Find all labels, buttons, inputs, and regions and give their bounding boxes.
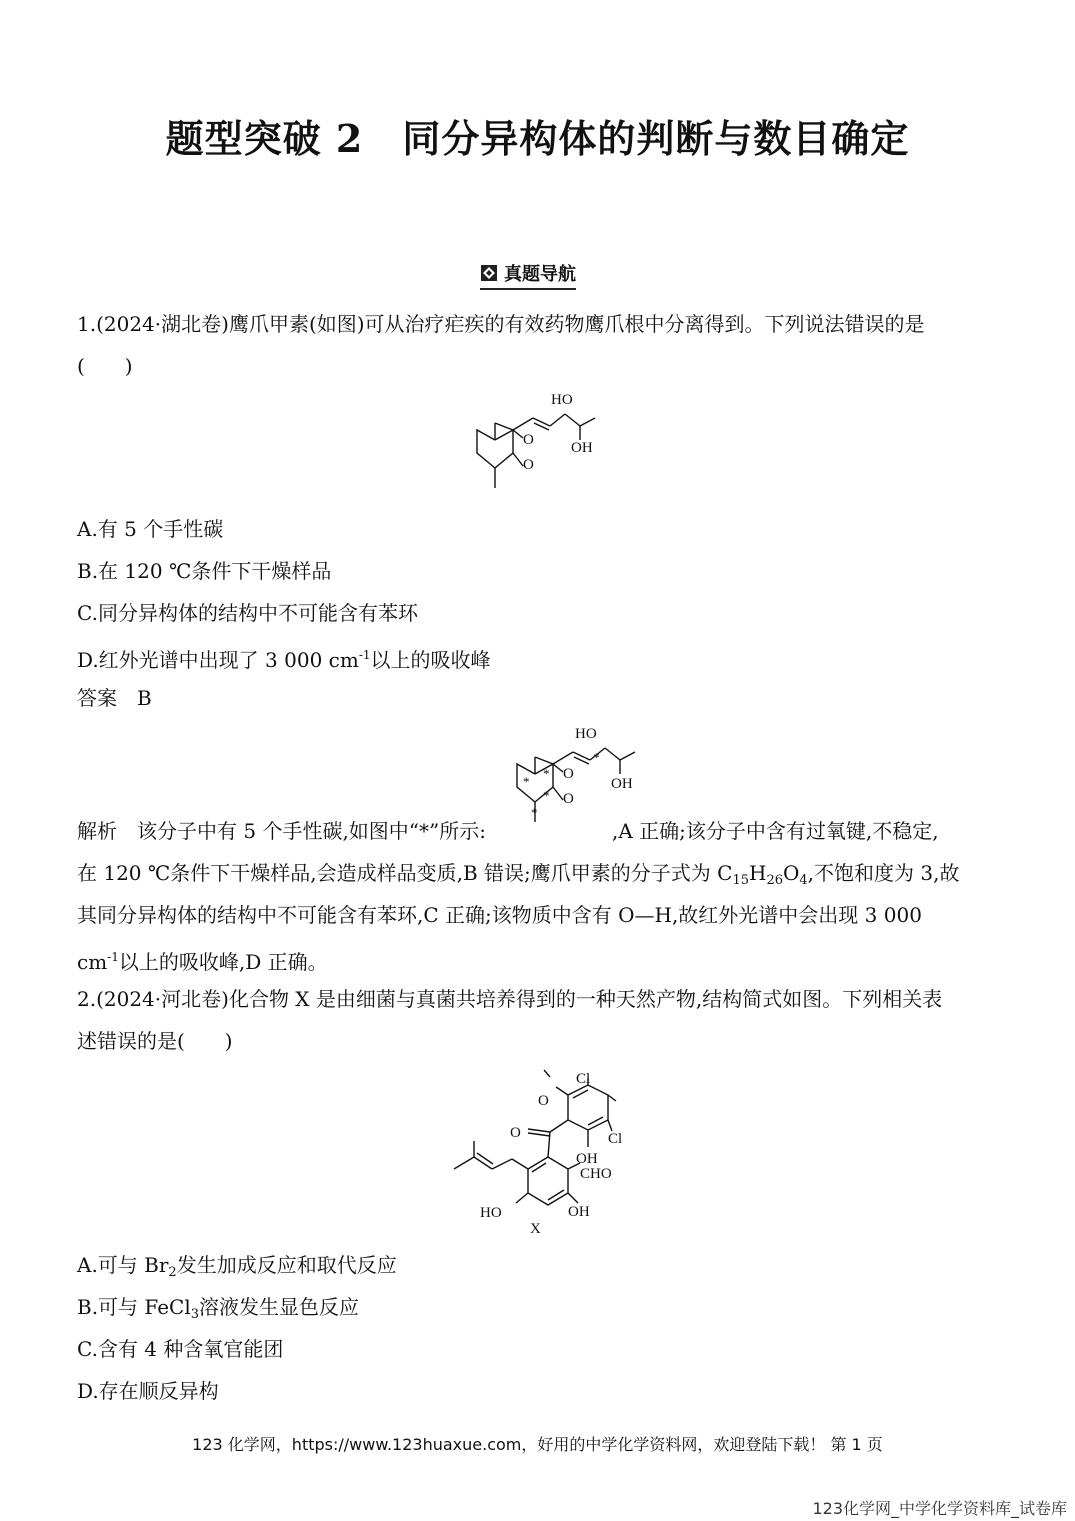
q1-oh-right-label: OH <box>571 440 593 456</box>
q1-analysis-line4-text: cm <box>77 950 108 974</box>
q1-analysis-line2 <box>77 859 959 895</box>
q1-option-d-tail: 以上的吸收峰 <box>370 648 491 672</box>
formula-sub-c: 15 <box>732 873 749 888</box>
q1-option-b: B.在 120 ℃条件下干燥样品 <box>77 559 332 583</box>
q2-option-b-text: B.可与 FeCl <box>77 1295 191 1319</box>
q2-stem-line1: 2.(2024·河北卷)化合物 X 是由细菌与真菌共培养得到的一种天然产物,结构简式如图。下列相关表 <box>77 987 943 1011</box>
q2-oh-right-label: OH <box>568 1204 590 1220</box>
q2-option-a-sub: 2 <box>168 1265 177 1280</box>
section-badge <box>480 260 576 290</box>
q1-analysis-line1 <box>77 817 939 845</box>
q1-analysis-line1-text: 解析 该分子中有 5 个手性碳,如图中“*”所示: <box>77 819 486 843</box>
q2-option-b-sub: 3 <box>190 1307 200 1322</box>
q1-option-c: C.同分异构体的结构中不可能含有苯环 <box>77 601 418 625</box>
q1-o1-label: O <box>523 432 534 448</box>
page-footer: 123 化学网，https://www.123huaxue.com，好用的中学化学资料网，欢迎登陆下载！ 第 1 页 <box>192 1435 883 1454</box>
q1-answer: 答案 B <box>77 686 152 710</box>
q1-analysis-line4-sup: -1 <box>107 950 119 964</box>
q1-analysis-line4-tail: 以上的吸收峰,D 正确。 <box>118 950 328 974</box>
q2-option-d: D.存在顺反异构 <box>77 1379 219 1403</box>
q2-cho-label: CHO <box>580 1166 612 1182</box>
q1-analysis-line2-text: 在 120 ℃条件下干燥样品,会造成样品变质,B 错误;鹰爪甲素的分子式为 C <box>77 861 733 885</box>
formula-sub-h: 26 <box>766 873 783 888</box>
q1a-o2-label: O <box>563 791 574 807</box>
q2-option-a-tail: 发生加成反应和取代反应 <box>176 1253 397 1277</box>
chiral-star-1: * <box>523 774 530 789</box>
q2-cl1-label: Cl <box>576 1071 591 1087</box>
q1-option-a: A.有 5 个手性碳 <box>77 517 224 541</box>
formula-o: O <box>782 861 800 885</box>
chiral-star-4: * <box>531 805 538 820</box>
q2-stem-line2: 述错误的是( ) <box>77 1029 233 1053</box>
formula-h: H <box>748 861 767 885</box>
q1-o2-label: O <box>523 457 534 473</box>
q1a-ho-top-label: HO <box>575 726 597 742</box>
q2-structure <box>440 1065 650 1240</box>
q1-option-d <box>77 641 491 674</box>
q1-ho-top-label: HO <box>551 392 573 408</box>
q1-stem-line2: ( ) <box>77 354 133 378</box>
q1-analysis-line3: 其同分异构体的结构中不可能含有苯环,C 正确;该物质中含有 O—H,故红外光谱中会出现 3 000 <box>77 903 922 927</box>
section-badge-label: 真题导航 <box>504 264 576 285</box>
q1-analysis-line1-tail: ,A 正确;该分子中含有过氧键,不稳定, <box>611 819 939 843</box>
q1-structure <box>465 388 615 503</box>
q2-x-label: X <box>530 1221 541 1237</box>
q2-o-ether-label: O <box>538 1093 549 1109</box>
q1a-o1-label: O <box>563 766 574 782</box>
chiral-star-5: * <box>593 750 600 765</box>
q2-ho-left-label: HO <box>480 1205 502 1221</box>
q2-option-b-tail: 溶液发生显色反应 <box>199 1295 360 1319</box>
q2-o-carbonyl-label: O <box>510 1125 521 1141</box>
q2-option-b <box>77 1293 359 1329</box>
q1-analysis-line4 <box>77 943 328 976</box>
q1-option-d-text: D.红外光谱中出现了 3 000 cm <box>77 648 359 672</box>
q2-option-a <box>77 1251 397 1287</box>
q1-analysis-line2-tail: ,不饱和度为 3,故 <box>807 861 960 885</box>
q1-stem-line1: 1.(2024·湖北卷)鹰爪甲素(如图)可从治疗疟疾的有效药物鹰爪根中分离得到。下列说法错误的是 <box>77 312 925 336</box>
page-title: 题型突破 2 同分异构体的判断与数目确定 <box>165 116 910 161</box>
q1a-oh-right-label: OH <box>611 776 633 792</box>
q2-option-a-text: A.可与 Br <box>77 1253 169 1277</box>
diamond-badge-icon <box>480 264 498 282</box>
chiral-star-3: * <box>543 788 550 803</box>
q2-option-c: C.含有 4 种含氧官能团 <box>77 1337 284 1361</box>
formula-sub-o: 4 <box>799 873 808 888</box>
q2-oh-top-label: OH <box>576 1151 598 1167</box>
q1-option-d-sup: -1 <box>358 648 371 662</box>
watermark-text: 123化学网_中学化学资料库_试卷库 <box>812 1499 1067 1518</box>
chiral-star-2: * <box>543 766 550 781</box>
q2-cl2-label: Cl <box>608 1131 623 1147</box>
